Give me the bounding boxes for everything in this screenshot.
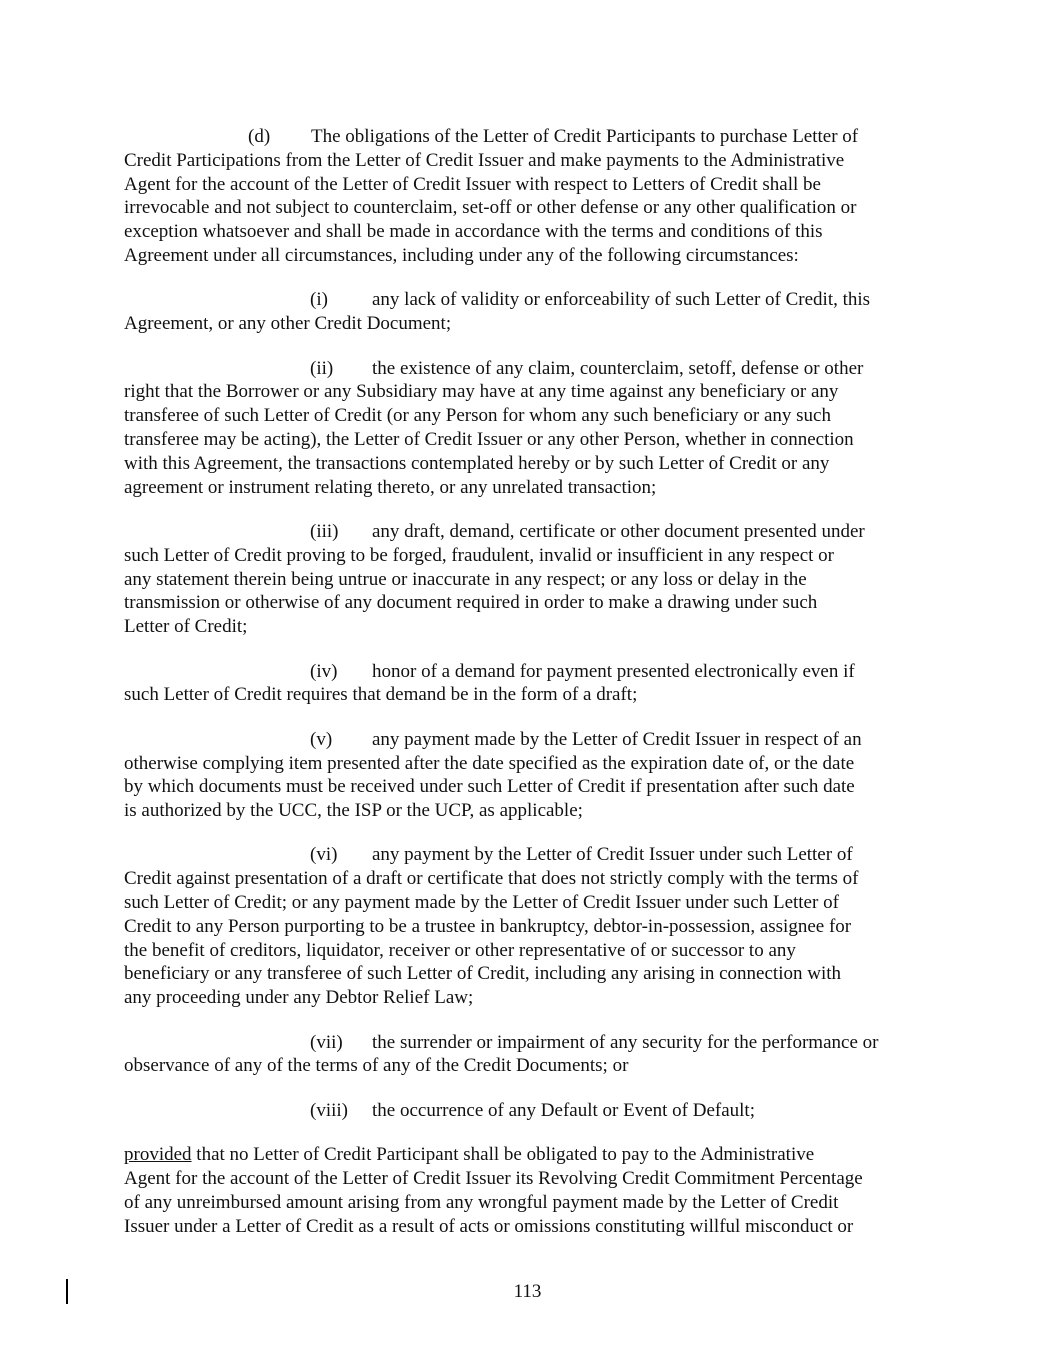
paragraph-line: the occurrence of any Default or Event of Default;	[372, 1099, 755, 1121]
paragraph-line: such Letter of Credit requires that demand be in the form of a draft;	[124, 684, 638, 706]
paragraph-ii	[124, 357, 930, 500]
paragraph-line: any lack of validity or enforceability of such Letter of Credit, this	[372, 289, 871, 311]
paragraph-first-line	[124, 357, 930, 381]
paragraph-line: with this Agreement, the transactions contemplated hereby or by such Letter of Credit or any	[124, 452, 830, 474]
clause-label: (ii)	[310, 357, 334, 379]
proviso-line: of any unreimbursed amount arising from any wrongful payment made by the Letter of Credit	[124, 1191, 839, 1213]
paragraph-vi	[124, 843, 930, 1010]
paragraph-first-line	[124, 843, 930, 867]
paragraph-line: observance of any of the terms of any of the Credit Documents; or	[124, 1055, 629, 1077]
proviso-first-line	[124, 1143, 930, 1167]
paragraph-line: Credit against presentation of a draft or certificate that does not strictly comply with the terms of	[124, 868, 859, 890]
clause-label: (d)	[248, 126, 271, 147]
paragraph-line: Agreement under all circumstances, including under any of the following circumstances:	[124, 244, 799, 266]
paragraph-line: honor of a demand for payment presented electronically even if	[372, 660, 855, 682]
clause-label: (i)	[310, 289, 328, 311]
paragraph-iii	[124, 520, 930, 639]
paragraph-i	[124, 288, 930, 336]
paragraph-line: transmission or otherwise of any document required in order to make a drawing under such	[124, 592, 818, 614]
paragraph-line: The obligations of the Letter of Credit Participants to purchase Letter of	[311, 126, 859, 147]
paragraph-first-line	[124, 520, 930, 544]
paragraph-first-line	[124, 125, 930, 149]
page-number: 113	[513, 1281, 542, 1302]
paragraph-line: Credit to any Person purporting to be a trustee in bankruptcy, debtor-in-possession, assignee for	[124, 915, 852, 937]
proviso-line: Agent for the account of the Letter of Credit Issuer its Revolving Credit Commitment Percentage	[124, 1168, 863, 1190]
paragraph-line: any draft, demand, certificate or other document presented under	[372, 520, 865, 542]
paragraph-line: Agreement, or any other Credit Document;	[124, 313, 452, 335]
paragraph-first-line	[124, 660, 930, 684]
paragraph-vii	[124, 1031, 930, 1079]
paragraph-line: Agent for the account of the Letter of Credit Issuer with respect to Letters of Credit shall be	[124, 173, 821, 195]
paragraph-line: Letter of Credit;	[124, 616, 248, 638]
paragraph-line: any payment made by the Letter of Credit Issuer in respect of an	[372, 728, 862, 750]
paragraph-line: any statement therein being untrue or inaccurate in any respect; or any loss or delay in the	[124, 568, 807, 590]
paragraph-line: irrevocable and not subject to counterclaim, set-off or other defense or any other qualification or	[124, 197, 857, 219]
paragraph-v	[124, 728, 930, 823]
paragraph-line: such Letter of Credit proving to be forged, fraudulent, invalid or insufficient in any respect or	[124, 544, 835, 566]
paragraph-iv	[124, 660, 930, 708]
proviso-paragraph	[124, 1143, 930, 1238]
clause-label: (v)	[310, 728, 333, 750]
proviso-keyword: provided	[124, 1144, 192, 1166]
paragraph-first-line	[124, 1099, 930, 1123]
clause-label: (iii)	[310, 520, 339, 542]
clause-label: (iv)	[310, 660, 338, 682]
clause-label: (viii)	[310, 1099, 348, 1121]
paragraph-line: the surrender or impairment of any security for the performance or	[372, 1031, 879, 1053]
paragraph-line: transferee may be acting), the Letter of Credit Issuer or any other Person, whether in connection	[124, 428, 854, 450]
proviso-line: that no Letter of Credit Participant shall be obligated to pay to the Administrative	[191, 1144, 815, 1166]
paragraph-line: otherwise complying item presented after the date specified as the expiration date of, or the date	[124, 752, 855, 774]
paragraph-line: is authorized by the UCC, the ISP or the UCP, as applicable;	[124, 800, 583, 822]
paragraph-line: right that the Borrower or any Subsidiary may have at any time against any beneficiary or any	[124, 381, 839, 403]
paragraph-first-line	[124, 1031, 930, 1055]
clause-label: (vii)	[310, 1031, 343, 1053]
paragraph-first-line	[124, 288, 930, 312]
paragraph-line: the existence of any claim, counterclaim, setoff, defense or other	[372, 357, 864, 379]
paragraph-first-line	[124, 728, 930, 752]
paragraph-line: agreement or instrument relating thereto, or any unrelated transaction;	[124, 476, 657, 498]
paragraph-line: transferee of such Letter of Credit (or any Person for whom any such beneficiary or any such	[124, 405, 831, 427]
paragraph-line: any payment by the Letter of Credit Issuer under such Letter of	[372, 844, 853, 866]
paragraph-line: exception whatsoever and shall be made in accordance with the terms and conditions of this	[124, 221, 823, 243]
proviso-line: Issuer under a Letter of Credit as a result of acts or omissions constituting willful misconduct or	[124, 1215, 854, 1237]
clause-label: (vi)	[310, 844, 338, 866]
document-body	[124, 125, 930, 1259]
paragraph-line: by which documents must be received under such Letter of Credit if presentation after such date	[124, 776, 855, 798]
paragraph-line: the benefit of creditors, liquidator, receiver or other representative of or successor to any	[124, 939, 796, 961]
paragraph-d	[124, 125, 930, 268]
paragraph-line: Credit Participations from the Letter of Credit Issuer and make payments to the Administrative	[124, 149, 845, 171]
paragraph-viii	[124, 1099, 930, 1123]
paragraph-line: any proceeding under any Debtor Relief Law;	[124, 987, 474, 1009]
paragraph-line: such Letter of Credit; or any payment made by the Letter of Credit Issuer under such Letter of	[124, 892, 839, 914]
paragraph-line: beneficiary or any transferee of such Letter of Credit, including any arising in connection with	[124, 963, 841, 985]
